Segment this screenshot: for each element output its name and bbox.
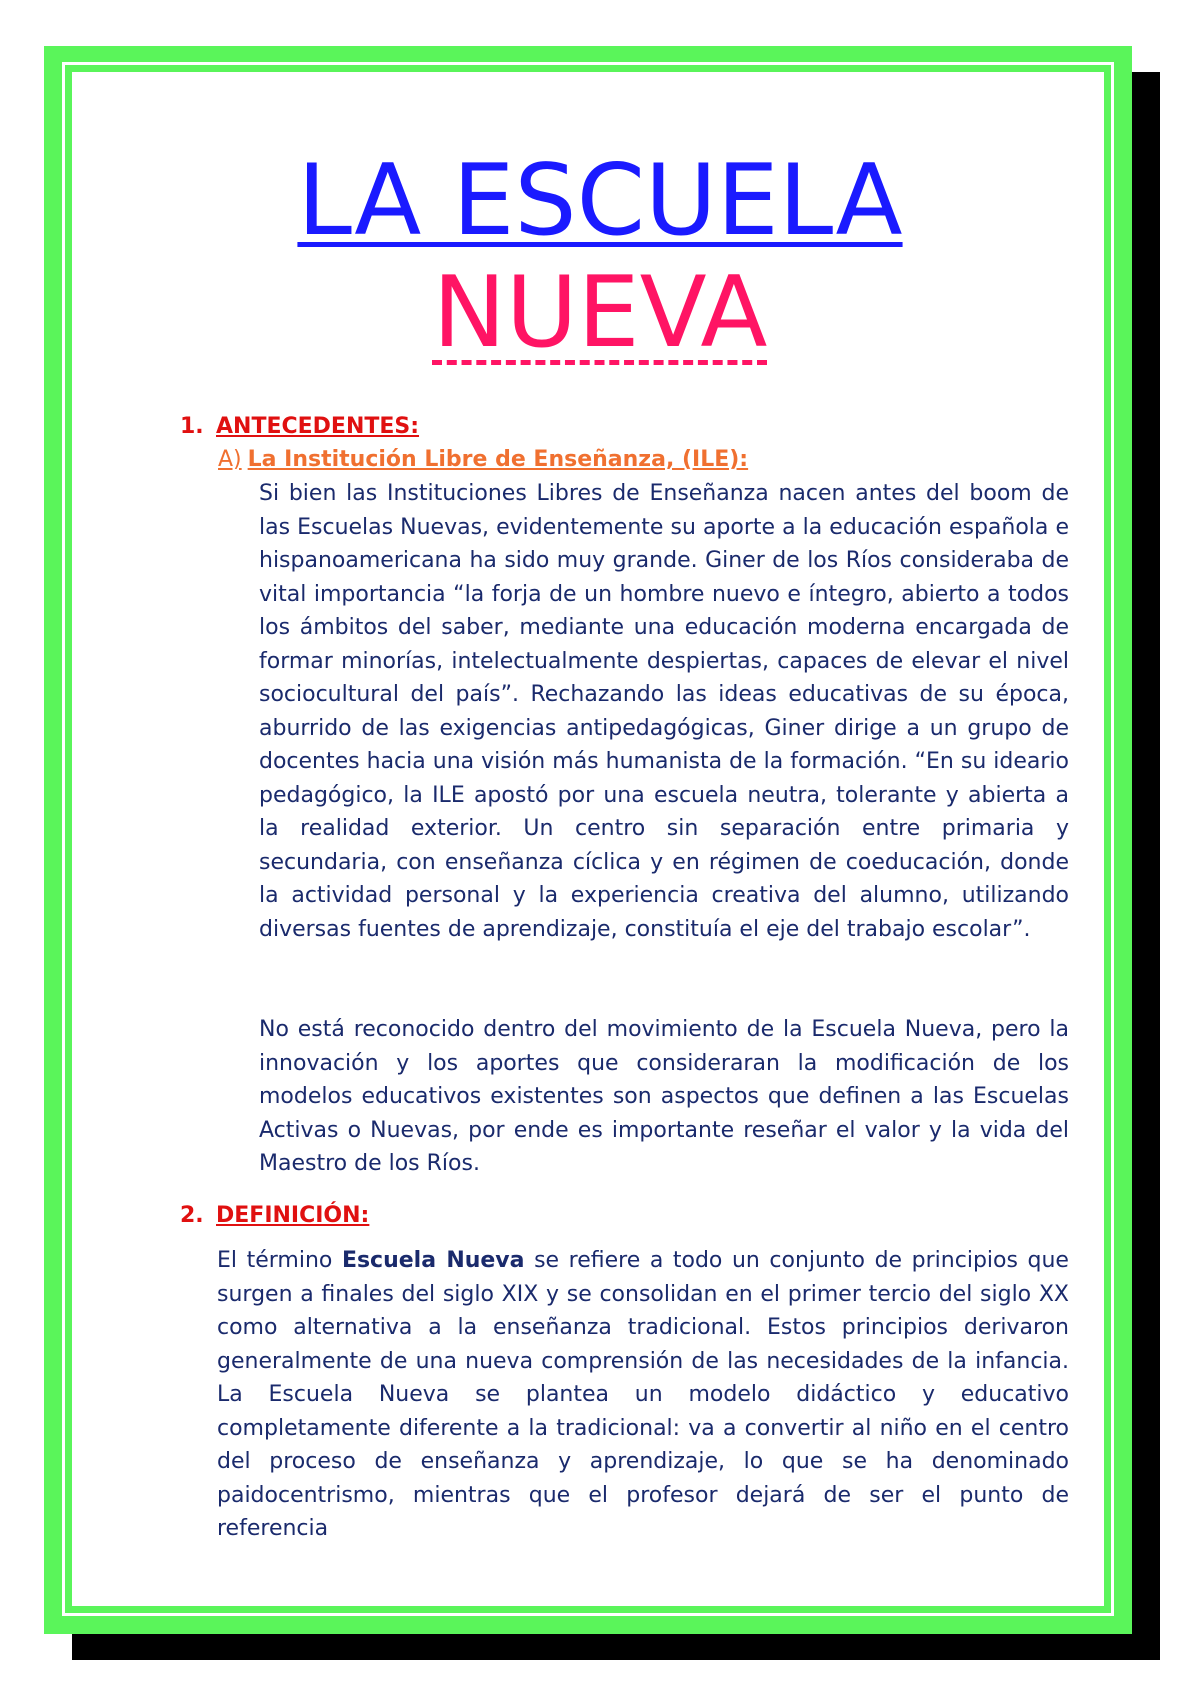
paragraph-text: No está reconocido dentro del movimiento de la Escuela Nueva, pero la innovación y los aportes que consideraran la modificación de los modelos educativos existentes son aspectos que definen a las Escuelas Activas o Nuevas, por ende es importante reseñar el valor y la vida del Maestro de los Ríos. [259, 1017, 1069, 1176]
section-heading-antecedentes [180, 414, 419, 439]
paragraph-text: Si bien las Instituciones Libres de Enseñanza nacen antes del boom de las Escuelas Nuevas, evidentemente su aporte a la educación española e hispanoamericana ha sido muy grande. Giner de los Ríos consideraba de vital importancia “la forja de un hombre nuevo e íntegro, abierto a todos los ámbitos del saber, mediante una educación moderna encargada de formar minorías, intelectualmente despiertas, capaces de elevar el nivel sociocultural del país”. Rechazando las ideas educativas de su época, aburrido de las exigencias antipedagógicas, Giner dirige a un grupo de docentes hacia una visión más humanista de la formación. “En su ideario pedagógico, la ILE apostó por una escuela neutra, tolerante y abierta a la realidad exterior. Un centro sin separación entre primaria y secundaria, con enseñanza cíclica y en régimen de coeducación, donde la actividad personal y la experiencia creativa del alumno, utilizando diversas fuentes de aprendizaje, constituía el eje del trabajo escolar”. [259, 481, 1069, 942]
document-title-line-2: NUEVA [432, 256, 768, 370]
section-number: 1. [180, 414, 204, 439]
document-title-line-1: LA ESCUELA [297, 144, 903, 258]
definition-intro: El término [217, 1248, 333, 1273]
subsection-label: La Institución Libre de Enseñanza, (ILE): [247, 447, 749, 472]
subsection-letter: A) [218, 447, 242, 472]
ile-paragraph-1 [259, 477, 1069, 946]
definition-term: Escuela Nueva [341, 1248, 525, 1273]
section-heading-definicion [180, 1203, 369, 1228]
section-number: 2. [180, 1203, 204, 1228]
subsection-heading-ile [218, 447, 748, 472]
section-label: DEFINICIÓN: [216, 1203, 370, 1228]
ile-paragraph-2 [259, 1013, 1069, 1181]
section-label: ANTECEDENTES: [216, 414, 420, 439]
definicion-paragraph [217, 1244, 1069, 1546]
definition-body: se refiere a todo un conjunto de principios que surgen a finales del siglo XIX y se consolidan en el primer tercio del siglo XX como alternativa a la enseñanza tradicional. Estos principios derivaron generalmente de una nueva comprensión de las necesidades de la infancia. La Escuela Nueva se plantea un modelo didáctico y educativo completamente diferente a la tradicional: va a convertir al niño en el centro del proceso de enseñanza y aprendizaje, lo que se ha denominado paidocentrismo, mientras que el profesor dejará de ser el punto de referencia [217, 1248, 1069, 1541]
